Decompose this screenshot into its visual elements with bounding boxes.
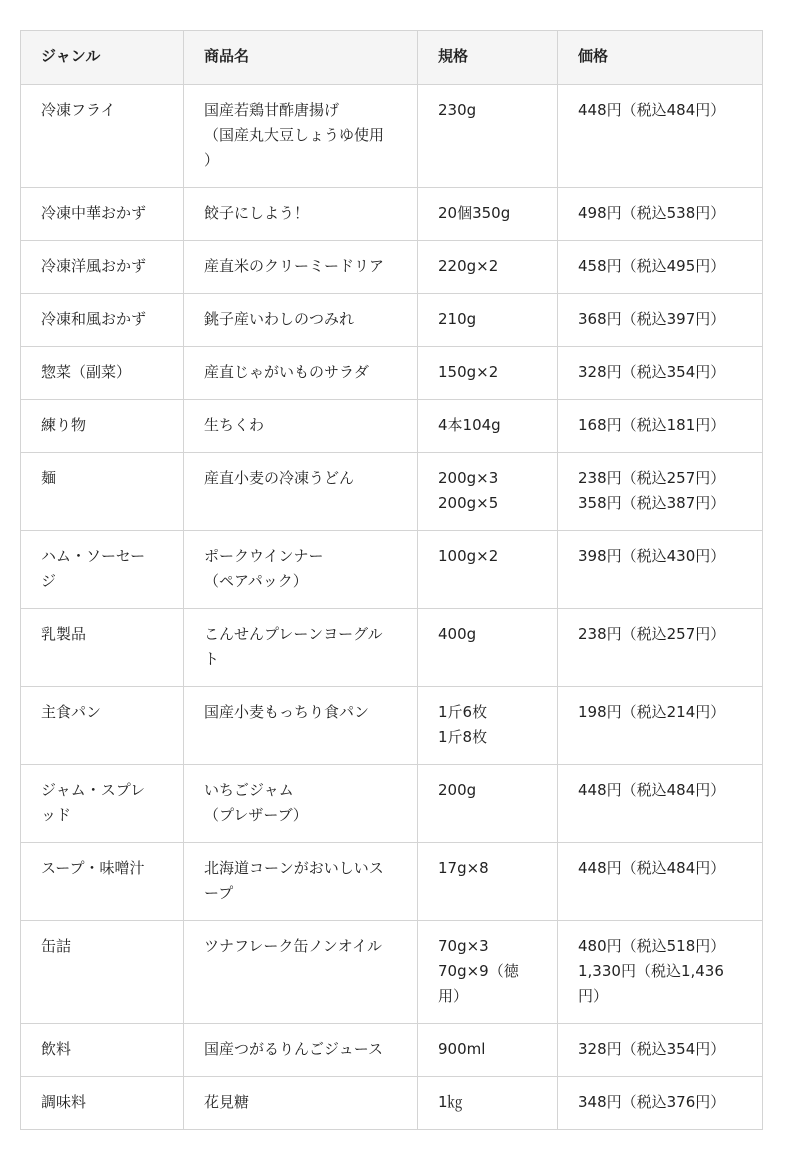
header-genre: ジャンル	[21, 31, 184, 85]
header-price: 価格	[558, 31, 763, 85]
cell-spec: 200g×3 200g×5	[418, 453, 558, 531]
table-row	[21, 188, 763, 241]
table-row	[21, 294, 763, 347]
cell-genre: 冷凍和風おかず	[21, 294, 184, 347]
table-row	[21, 765, 763, 843]
cell-product-name: 花見糖	[184, 1077, 418, 1130]
cell-genre: 冷凍洋風おかず	[21, 241, 184, 294]
cell-product-name: 餃子にしよう！	[184, 188, 418, 241]
cell-price: 368円（税込397円）	[558, 294, 763, 347]
cell-price: 480円（税込518円） 1,330円（税込1,436 円）	[558, 921, 763, 1024]
cell-spec: 17g×8	[418, 843, 558, 921]
cell-spec: 70g×3 70g×9（徳 用）	[418, 921, 558, 1024]
cell-spec: 200g	[418, 765, 558, 843]
cell-product-name: 北海道コーンがおいしいス ープ	[184, 843, 418, 921]
cell-spec: 900ml	[418, 1024, 558, 1077]
product-table-container	[20, 30, 762, 1130]
cell-genre: 乳製品	[21, 609, 184, 687]
header-product-name: 商品名	[184, 31, 418, 85]
cell-product-name: 生ちくわ	[184, 400, 418, 453]
cell-price: 238円（税込257円） 358円（税込387円）	[558, 453, 763, 531]
table-row	[21, 687, 763, 765]
table-header-row	[21, 31, 763, 85]
cell-genre: 缶詰	[21, 921, 184, 1024]
cell-genre: 惣菜（副菜）	[21, 347, 184, 400]
product-table	[20, 30, 763, 1130]
table-row	[21, 400, 763, 453]
cell-price: 398円（税込430円）	[558, 531, 763, 609]
cell-spec: 220g×2	[418, 241, 558, 294]
cell-product-name: ポークウインナー （ペアパック）	[184, 531, 418, 609]
cell-product-name: 国産小麦もっちり食パン	[184, 687, 418, 765]
cell-genre: 調味料	[21, 1077, 184, 1130]
cell-price: 458円（税込495円）	[558, 241, 763, 294]
cell-product-name: こんせんプレーンヨーグル ト	[184, 609, 418, 687]
cell-product-name: 国産若鶏甘酢唐揚げ （国産丸大豆しょうゆ使用 ）	[184, 85, 418, 188]
cell-genre: 冷凍フライ	[21, 85, 184, 188]
cell-spec: 1㎏	[418, 1077, 558, 1130]
cell-product-name: 産直じゃがいものサラダ	[184, 347, 418, 400]
cell-spec: 150g×2	[418, 347, 558, 400]
table-row	[21, 347, 763, 400]
header-spec: 規格	[418, 31, 558, 85]
cell-price: 448円（税込484円）	[558, 843, 763, 921]
cell-genre: 冷凍中華おかず	[21, 188, 184, 241]
table-row	[21, 1077, 763, 1130]
cell-genre: スープ・味噌汁	[21, 843, 184, 921]
cell-spec: 20個350g	[418, 188, 558, 241]
cell-product-name: ツナフレーク缶ノンオイル	[184, 921, 418, 1024]
cell-price: 198円（税込214円）	[558, 687, 763, 765]
cell-price: 238円（税込257円）	[558, 609, 763, 687]
cell-genre: 練り物	[21, 400, 184, 453]
table-row	[21, 453, 763, 531]
cell-genre: 主食パン	[21, 687, 184, 765]
table-body	[21, 85, 763, 1130]
cell-price: 328円（税込354円）	[558, 347, 763, 400]
cell-spec: 100g×2	[418, 531, 558, 609]
cell-product-name: 銚子産いわしのつみれ	[184, 294, 418, 347]
cell-price: 448円（税込484円）	[558, 85, 763, 188]
cell-spec: 4本104g	[418, 400, 558, 453]
cell-price: 498円（税込538円）	[558, 188, 763, 241]
table-row	[21, 843, 763, 921]
cell-product-name: 国産つがるりんごジュース	[184, 1024, 418, 1077]
cell-genre: ハム・ソーセー ジ	[21, 531, 184, 609]
cell-price: 448円（税込484円）	[558, 765, 763, 843]
cell-genre: ジャム・スプレ ッド	[21, 765, 184, 843]
cell-price: 168円（税込181円）	[558, 400, 763, 453]
table-row	[21, 921, 763, 1024]
cell-price: 348円（税込376円）	[558, 1077, 763, 1130]
table-row	[21, 531, 763, 609]
cell-spec: 400g	[418, 609, 558, 687]
table-row	[21, 1024, 763, 1077]
cell-genre: 飲料	[21, 1024, 184, 1077]
cell-genre: 麺	[21, 453, 184, 531]
table-row	[21, 241, 763, 294]
cell-price: 328円（税込354円）	[558, 1024, 763, 1077]
cell-product-name: 産直米のクリーミードリア	[184, 241, 418, 294]
cell-spec: 1斤6枚 1斤8枚	[418, 687, 558, 765]
cell-product-name: いちごジャム （プレザーブ）	[184, 765, 418, 843]
cell-spec: 230g	[418, 85, 558, 188]
table-row	[21, 85, 763, 188]
table-row	[21, 609, 763, 687]
cell-product-name: 産直小麦の冷凍うどん	[184, 453, 418, 531]
cell-spec: 210g	[418, 294, 558, 347]
